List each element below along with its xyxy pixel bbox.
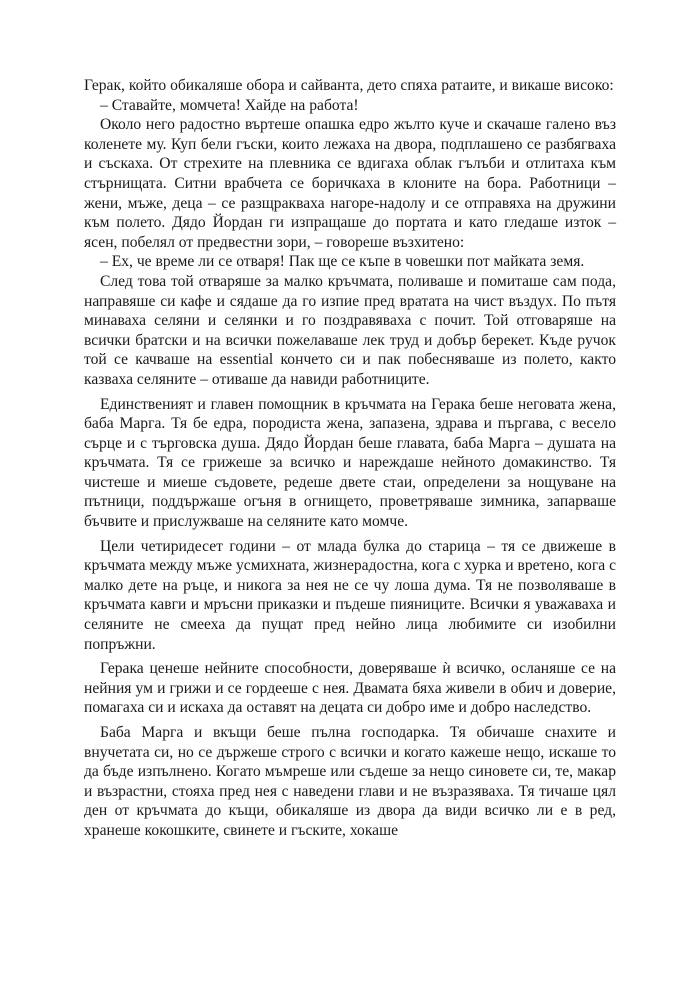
paragraph: Герака ценеше нейните способности, доверяваше ѝ всичко, осланяше се на нейния ум и грижи и се гордееше с нея. Двамата бяха живели в обич и доверие, помагаха си и искаха да оставят на децата си добро име и добро наследство. [84, 660, 616, 717]
paragraph: Единственият и главен помощник в кръчмата на Герака беше неговата жена, баба Марга. Тя бе едра, породиста жена, запазена, здрава и пъргава, с весело сърце и с търговска душа. Дядо Йордан беше главата, баба Марга – душата на кръчмата. Тя се грижеше за всичко и нареждаше нейното домакинство. Тя чистеше и миеше съдовете, редеше двете стаи, определени за нощуване на пътници, поддържаше огъня в огнището, проветряваше зимника, запарваше бъчвите и прислужваше на селяните като момче. [84, 395, 616, 531]
paragraph: Герак, който обикаляше обора и сайванта, дето спяха ратаите, и викаше високо: [84, 77, 614, 94]
paragraph: Баба Марга и вкъщи беше пълна господарка. Тя обичаше снахите и внучетата си, но се държеше строго с всички и когато кажеше нещо, искаше то да бъде изпълнено. Когато мъмреше или съдеше за нещо синовете си, те, макар и възрастни, стояха пред нея с наведени глави и не възразяваха. Тя тичаше цял ден от кръчмата до къщи, обикаляше из двора да види всичко ли е в ред, хранеше кокошките, свинете и гъските, хокаше [84, 724, 616, 839]
paragraph: След това той отваряше за малко кръчмата, поливаше и помиташе сам пода, направяше си кафе и сядаше да го изпие пред вратата на чист въздух. По пътя минаваха селяни и селянки и го поздравяваха с почит. Той отговаряше на всички братски и на всички пожелаваше лек труд и добър берекет. Къде ручок той се качваше на essential кончето си и пак побесняваше из полето, както казваха селяните – отиваше да навиди работниците. [84, 272, 616, 388]
paragraph: Цели четиридесет години – от млада булка до старица – тя се движеше в кръчмата между мъже усмихната, жизнерадостна, кога с хурка и вретено, кога с малко дете на ръце, и никога за нея не се чу лоша дума. Тя не позволяваше в кръчмата кавги и мръсни приказки и пъдеше пияниците. Всички я уважаваха и селяните не смееха да пущат пред нейно лица любимите си изобилни попръжни. [84, 537, 616, 653]
document-page [84, 76, 616, 841]
dialogue-line: – Ставайте, момчета! Хайде на работа! [100, 96, 359, 114]
dialogue-line: – Ех, че време ли се отваря! Пак ще се къпе в човешки пот майката земя. [100, 253, 585, 271]
paragraph: Около него радостно въртеше опашка едро жълто куче и скачаше галено въз коленете му. Куп бели гъски, които лежаха на двора, подплашено се разбягваха и съскаха. От стрехите на плевника се вдигаха облак гълъби и отлитаха към стърнищата. Ситни врабчета се боричкаха в клоните на бора. Работници – жени, мъже, деца – се разщракваха нагоре-надолу и се отправяха на дружини към полето. Дядо Йордан ги изпращаше до портата и като гледаше изток – ясен, побелял от предвестни зори, – говореше възхитено: [84, 116, 616, 251]
